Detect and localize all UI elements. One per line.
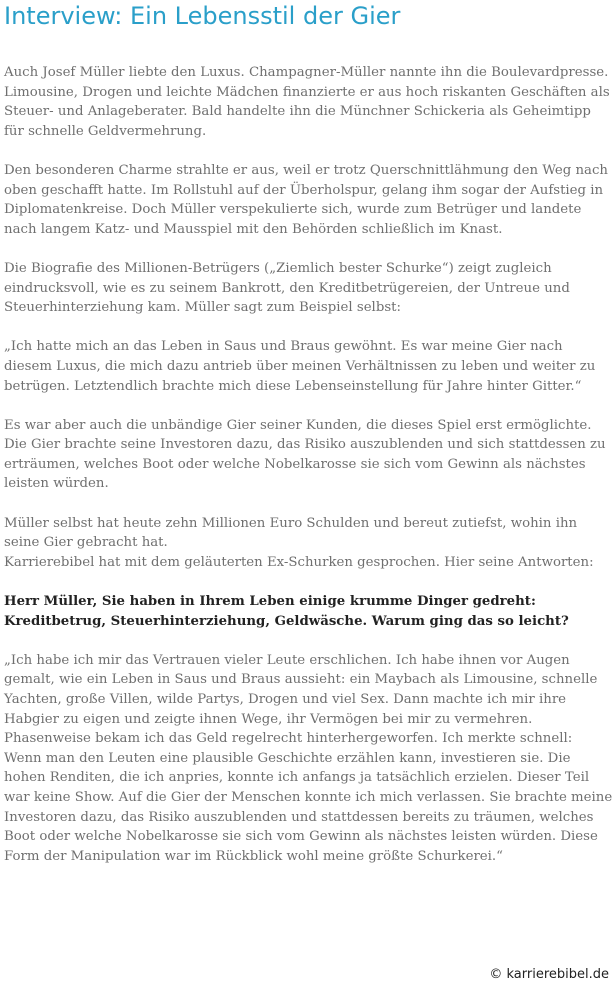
paragraph-interview-intro: Karrierebibel hat mit dem geläuterten Ex-Schurken gesprochen. Hier seine Antworten: <box>4 554 594 570</box>
interview-question: Herr Müller, Sie haben in Ihrem Leben einige krumme Dinger gedreht: Kreditbetrug, Steuerhinterziehung, Geldwäsche. Warum ging das so leicht? <box>4 594 569 629</box>
interview-answer: „Ich habe ich mir das Vertrauen vieler Leute erschlichen. Ich habe ihnen vor Augen gemalt, wie ein Leben in Saus und Braus aussieht: ein Maybach als Limousine, schnelle Yachten, große Villen, wilde Partys, Drogen und viel Sex. Dann machte ich mir ihre Habgier zu eigen und zeigte ihnen Wege, ihr Vermögen bei mir zu vermehren. Phasenweise bekam ich das Geld regelrecht hinterhergeworfen. Ich merkte schnell: Wenn man den Leuten eine plausible Geschichte erzählen kann, investieren sie. Die hohen Renditen, die ich anpries, konnte ich anfangs ja tatsächlich erzielen. Dieser Teil war keine Show. Auf die Gier der Menschen konnte ich mich verlassen. Sie brachte meine Investoren dazu, das Risiko auszublenden und stattdessen bereits zu träumen, welches Boot oder welche Nobelkarosse sie sich vom Gewinn als nächstes leisten würden. Diese Form der Manipulation war im Rückblick wohl meine größte Schurkerei.“ <box>4 652 613 864</box>
paragraph-intro: Auch Josef Müller liebte den Luxus. Champagner-Müller nannte ihn die Boulevardpresse. Limousine, Drogen und leichte Mädchen finanzierte er aus hoch riskanten Geschäften als Steuer- und Anlageberater. Bald handelte ihn die Münchner Schickeria als Geheimtipp für schnelle Geldvermehrung. <box>4 65 610 139</box>
paragraph-charm: Den besonderen Charme strahlte er aus, weil er trotz Querschnittlähmung den Weg nach oben geschafft hatte. Im Rollstuhl auf der Überholspur, gelang ihm sogar der Aufstieg in Diplomatenkreise. Doch Müller verspekulierte sich, wurde zum Betrüger und landete nach langem Katz- und Mausspiel mit den Behörden schließlich im Knast. <box>4 162 608 237</box>
page-title: Interview: Ein Lebensstil der Gier <box>4 2 401 30</box>
paragraph-quote: „Ich hatte mich an das Leben in Saus und Braus gewöhnt. Es war meine Gier nach diesem Luxus, die mich dazu antrieb über meinen Verhältnissen zu leben und weiter zu betrügen. Letztendlich brachte mich diese Lebenseinstellung für Jahre hinter Gitter.“ <box>4 339 596 394</box>
paragraph-biography: Die Biografie des Millionen-Betrügers („Ziemlich bester Schurke“) zeigt zugleich eindrucksvoll, wie es zu seinem Bankrott, den Kreditbetrügereien, der Untreue und Steuerhinterziehung kam. Müller sagt zum Beispiel selbst: <box>4 260 570 316</box>
copyright-footer: © karrierebibel.de <box>489 967 609 982</box>
paragraph-customers-greed: Es war aber auch die unbändige Gier seiner Kunden, die dieses Spiel erst ermöglichte. Die Gier brachte seine Investoren dazu, das Risiko auszublenden und sich stattdessen zu erträumen, welches Boot oder welche Nobelkarosse sie sich vom Gewinn als nächstes leisten würden. <box>4 417 606 492</box>
article-body <box>4 63 613 886</box>
paragraph-debt: Müller selbst hat heute zehn Millionen Euro Schulden und bereut zutiefst, wohin ihn seine Gier gebracht hat. <box>4 515 578 551</box>
